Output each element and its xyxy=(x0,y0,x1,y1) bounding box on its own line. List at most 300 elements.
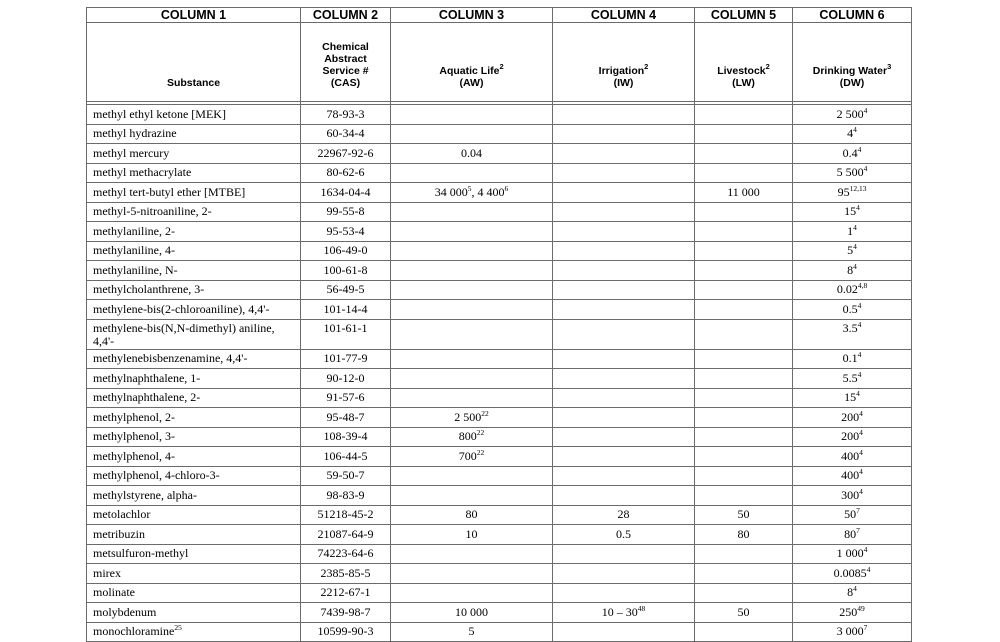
drinking-water-cell xyxy=(793,124,912,144)
drinking-water-cell xyxy=(793,222,912,242)
drinking-water-cell xyxy=(793,241,912,261)
cas-number-cell-value: 56-49-5 xyxy=(326,282,365,297)
cas-header-line: Abstract xyxy=(324,53,367,65)
column-description-row xyxy=(87,23,912,102)
aquatic-life-cell xyxy=(391,388,553,408)
cas-number-cell xyxy=(301,427,391,447)
livestock-cell xyxy=(695,603,793,623)
livestock-cell xyxy=(695,544,793,564)
substance-cell-value: methylaniline, 2- xyxy=(93,223,175,238)
column-2-header: COLUMN 2 xyxy=(301,8,391,23)
footnote-ref: 4 xyxy=(856,389,860,399)
irrigation-cell xyxy=(553,447,695,467)
substance-cell-value: methylene-bis(2-chloroaniline), 4,4'- xyxy=(93,301,270,316)
substance-cell xyxy=(87,369,301,389)
aquatic-life-cell xyxy=(391,603,553,623)
livestock-label: Livestock xyxy=(717,65,766,77)
drinking-water-cell-value: 400 xyxy=(841,448,860,463)
drinking-water-abbr: (DW) xyxy=(839,77,865,89)
substance-cell-value: methyl ethyl ketone [MEK] xyxy=(93,106,226,121)
footnote-ref: 12,13 xyxy=(849,183,867,193)
cas-number-cell-value: 95-53-4 xyxy=(326,223,365,238)
aquatic-life-cell xyxy=(391,622,553,642)
drinking-water-cell xyxy=(793,183,912,203)
footnote-ref: 48 xyxy=(637,603,646,613)
drinking-water-cell-value: 200 xyxy=(841,409,860,424)
column-6-header: COLUMN 6 xyxy=(793,8,912,23)
water-quality-table xyxy=(86,7,912,642)
drinking-water-cell-value: 2 500 xyxy=(836,106,864,121)
cas-number-cell xyxy=(301,105,391,125)
cas-number-cell xyxy=(301,280,391,300)
column-3-header: COLUMN 3 xyxy=(391,8,553,23)
livestock-cell xyxy=(695,144,793,164)
cas-number-cell-value: 10599-90-3 xyxy=(317,624,374,639)
cas-number-cell xyxy=(301,447,391,467)
livestock-cell xyxy=(695,105,793,125)
substance-cell xyxy=(87,349,301,369)
cas-number-cell-value: 74223-64-6 xyxy=(317,546,374,561)
substance-cell-value: methylphenol, 4-chloro-3- xyxy=(93,468,220,483)
livestock-cell-value: 50 xyxy=(737,507,750,522)
livestock-cell xyxy=(695,583,793,603)
table-row xyxy=(87,261,912,281)
aquatic-life-cell xyxy=(391,261,553,281)
footnote-ref: 2 xyxy=(765,62,770,71)
cas-number-cell-value: 106-44-5 xyxy=(323,448,368,463)
aquatic-life-cell xyxy=(391,505,553,525)
aquatic-life-cell xyxy=(391,486,553,506)
livestock-cell xyxy=(695,525,793,545)
cas-number-cell-value: 59-50-7 xyxy=(326,468,365,483)
substance-cell-value: methylphenol, 4- xyxy=(93,448,175,463)
footnote-ref: 4 xyxy=(857,300,862,310)
substance-cell xyxy=(87,564,301,584)
table-row xyxy=(87,105,912,125)
irrigation-cell xyxy=(553,300,695,320)
irrigation-cell xyxy=(553,486,695,506)
livestock-cell xyxy=(695,280,793,300)
aquatic-life-cell xyxy=(391,447,553,467)
substance-cell-value: methylphenol, 3- xyxy=(93,429,175,444)
cas-number-cell-value: 101-77-9 xyxy=(323,351,368,366)
irrigation-cell xyxy=(553,603,695,623)
footnote-ref: 4 xyxy=(857,369,862,379)
aquatic-life-cell xyxy=(391,319,553,349)
substance-cell-value: methylstyrene, alpha- xyxy=(93,487,197,502)
irrigation-cell xyxy=(553,261,695,281)
drinking-water-cell-value: 95 xyxy=(837,184,850,199)
substance-cell xyxy=(87,319,301,349)
irrigation-cell xyxy=(553,388,695,408)
table-row xyxy=(87,388,912,408)
aquatic-life-cell xyxy=(391,544,553,564)
livestock-cell xyxy=(695,163,793,183)
aquatic-life-cell xyxy=(391,300,553,320)
footnote-ref: 4 xyxy=(859,428,863,438)
drinking-water-cell xyxy=(793,369,912,389)
aquatic-life-cell xyxy=(391,163,553,183)
substance-cell xyxy=(87,505,301,525)
footnote-ref: 4 xyxy=(853,261,857,271)
cas-number-cell-value: 90-12-0 xyxy=(326,370,365,385)
cas-number-cell-value: 101-61-1 xyxy=(323,320,368,335)
irrigation-cell-value: 28 xyxy=(617,507,630,522)
aquatic-life-cell xyxy=(391,408,553,428)
livestock-cell xyxy=(695,447,793,467)
livestock-cell xyxy=(695,388,793,408)
table-row xyxy=(87,319,912,349)
table-row xyxy=(87,300,912,320)
irrigation-cell xyxy=(553,544,695,564)
drinking-water-cell-value: 300 xyxy=(841,487,860,502)
livestock-cell xyxy=(695,505,793,525)
footnote-ref: 5 xyxy=(467,183,472,193)
cas-number-cell xyxy=(301,466,391,486)
aquatic-life-cell-value: 0.04 xyxy=(461,145,482,160)
substance-cell xyxy=(87,486,301,506)
footnote-ref: 4 xyxy=(853,242,857,252)
aquatic-life-cell xyxy=(391,124,553,144)
cas-number-cell xyxy=(301,222,391,242)
footnote-ref: 6 xyxy=(504,183,509,193)
cas-number-cell-value: 2385-85-5 xyxy=(320,565,371,580)
substance-cell xyxy=(87,202,301,222)
livestock-cell xyxy=(695,486,793,506)
table-row xyxy=(87,447,912,467)
drinking-water-cell xyxy=(793,105,912,125)
aquatic-life-cell-value: 34 000 xyxy=(434,184,468,199)
livestock-cell xyxy=(695,349,793,369)
substance-cell xyxy=(87,388,301,408)
drinking-water-cell-value: 4 xyxy=(847,126,854,141)
aquatic-life-cell xyxy=(391,241,553,261)
irrigation-cell xyxy=(553,525,695,545)
table-row xyxy=(87,280,912,300)
table-row xyxy=(87,583,912,603)
substance-cell xyxy=(87,183,301,203)
irrigation-header xyxy=(553,23,695,102)
substance-cell xyxy=(87,603,301,623)
table-row xyxy=(87,505,912,525)
cas-number-cell xyxy=(301,603,391,623)
substance-cell-value: monochloramine xyxy=(93,624,175,639)
drinking-water-cell xyxy=(793,261,912,281)
substance-cell xyxy=(87,222,301,242)
cas-number-cell-value: 80-62-6 xyxy=(326,165,365,180)
irrigation-cell xyxy=(553,163,695,183)
aquatic-life-cell xyxy=(391,183,553,203)
cas-number-cell xyxy=(301,544,391,564)
irrigation-cell xyxy=(553,622,695,642)
livestock-cell xyxy=(695,241,793,261)
livestock-cell xyxy=(695,261,793,281)
drinking-water-header xyxy=(793,23,912,102)
substance-cell-value: methyl tert-butyl ether [MTBE] xyxy=(93,184,246,199)
livestock-cell xyxy=(695,369,793,389)
table-row xyxy=(87,369,912,389)
substance-cell xyxy=(87,300,301,320)
footnote-ref: 4 xyxy=(859,486,863,496)
cas-number-cell-value: 51218-45-2 xyxy=(317,507,374,522)
substance-cell-value: methyl hydrazine xyxy=(93,126,177,141)
drinking-water-cell-value: 15 xyxy=(844,390,857,405)
drinking-water-cell xyxy=(793,319,912,349)
footnote-ref: 7 xyxy=(856,525,860,535)
livestock-cell xyxy=(695,427,793,447)
cas-number-cell-value: 7439-98-7 xyxy=(320,604,371,619)
footnote-ref: 7 xyxy=(856,506,860,516)
aquatic-life-cell xyxy=(391,427,553,447)
drinking-water-cell xyxy=(793,544,912,564)
footnote-ref: 4 xyxy=(863,105,868,115)
substance-cell xyxy=(87,544,301,564)
drinking-water-cell xyxy=(793,388,912,408)
substance-cell-value: methylaniline, 4- xyxy=(93,243,175,258)
substance-cell xyxy=(87,525,301,545)
cas-header-line: Service # xyxy=(322,65,369,77)
footnote-ref: 4 xyxy=(859,467,863,477)
drinking-water-cell-value: 0.0085 xyxy=(833,565,867,580)
livestock-cell-value: 11 000 xyxy=(727,184,760,199)
substance-cell xyxy=(87,466,301,486)
aquatic-life-cell xyxy=(391,222,553,242)
cas-number-cell xyxy=(301,369,391,389)
cas-number-cell xyxy=(301,241,391,261)
substance-cell-value: metribuzin xyxy=(93,526,145,541)
cas-number-cell-value: 22967-92-6 xyxy=(317,145,374,160)
drinking-water-cell xyxy=(793,564,912,584)
aquatic-life-cell xyxy=(391,202,553,222)
cas-number-cell-value: 91-57-6 xyxy=(326,390,365,405)
table-row xyxy=(87,202,912,222)
substance-cell-value: mirex xyxy=(93,565,121,580)
livestock-abbr: (LW) xyxy=(732,77,755,89)
substance-cell-value: methylcholanthrene, 3- xyxy=(93,282,205,297)
irrigation-cell xyxy=(553,349,695,369)
substance-cell xyxy=(87,144,301,164)
irrigation-cell xyxy=(553,564,695,584)
aquatic-life-cell xyxy=(391,583,553,603)
substance-cell xyxy=(87,447,301,467)
aquatic-life-cell-value: 10 000 xyxy=(455,604,488,619)
drinking-water-cell xyxy=(793,466,912,486)
column-number-row xyxy=(87,8,912,23)
drinking-water-cell xyxy=(793,427,912,447)
livestock-cell-value: 50 xyxy=(737,604,750,619)
cas-header xyxy=(301,23,391,102)
drinking-water-cell-value: 250 xyxy=(839,604,858,619)
cas-number-cell-value: 1634-04-4 xyxy=(320,184,371,199)
aquatic-life-cell xyxy=(391,466,553,486)
substance-cell-value: methylene-bis(N,N-dimethyl) aniline, 4,4'- xyxy=(93,320,275,348)
table-row xyxy=(87,144,912,164)
livestock-cell xyxy=(695,564,793,584)
irrigation-cell xyxy=(553,369,695,389)
aquatic-life-cell xyxy=(391,144,553,164)
cas-number-cell-value: 60-34-4 xyxy=(326,126,365,141)
drinking-water-cell xyxy=(793,163,912,183)
substance-cell-value: methylenebisbenzenamine, 4,4'- xyxy=(93,351,248,366)
table-row xyxy=(87,603,912,623)
cas-number-cell xyxy=(301,261,391,281)
cas-number-cell xyxy=(301,505,391,525)
aquatic-life-cell xyxy=(391,280,553,300)
cas-number-cell-value: 108-39-4 xyxy=(323,429,368,444)
drinking-water-cell xyxy=(793,408,912,428)
aquatic-life-label: Aquatic Life xyxy=(439,65,500,77)
table-row xyxy=(87,466,912,486)
irrigation-cell xyxy=(553,241,695,261)
cas-number-cell xyxy=(301,124,391,144)
substance-cell xyxy=(87,583,301,603)
drinking-water-cell xyxy=(793,486,912,506)
substance-cell-value: methylnaphthalene, 1- xyxy=(93,370,201,385)
drinking-water-cell-value: 0.5 xyxy=(842,301,858,316)
irrigation-cell xyxy=(553,105,695,125)
cas-number-cell-value: 100-61-8 xyxy=(323,262,368,277)
footnote-ref: 3 xyxy=(887,62,892,71)
drinking-water-cell-value: 0.02 xyxy=(836,282,858,297)
drinking-water-cell-value: 50 xyxy=(844,507,857,522)
irrigation-label: Irrigation xyxy=(598,65,645,77)
cas-number-cell xyxy=(301,183,391,203)
substance-cell xyxy=(87,163,301,183)
footnote-ref: 49 xyxy=(857,603,865,613)
footnote-ref: 4,8 xyxy=(857,281,868,291)
footnote-ref: 4 xyxy=(857,350,862,360)
footnote-ref: 4 xyxy=(859,408,863,418)
drinking-water-cell xyxy=(793,447,912,467)
drinking-water-cell xyxy=(793,300,912,320)
irrigation-cell-value: 0.5 xyxy=(616,526,631,541)
cas-number-cell xyxy=(301,202,391,222)
footnote-ref: 4 xyxy=(857,144,862,154)
substance-cell xyxy=(87,622,301,642)
footnote-ref: 22 xyxy=(481,408,489,418)
drinking-water-cell-value: 5.5 xyxy=(842,370,858,385)
cas-number-cell xyxy=(301,163,391,183)
drinking-water-cell xyxy=(793,505,912,525)
substance-cell xyxy=(87,427,301,447)
substance-cell-value: methyl methacrylate xyxy=(93,165,192,180)
footnote-ref: 4 xyxy=(863,164,868,174)
drinking-water-cell-value: 5 500 xyxy=(836,165,864,180)
cas-number-cell xyxy=(301,564,391,584)
aquatic-life-abbr: (AW) xyxy=(459,77,484,89)
drinking-water-cell-value: 80 xyxy=(844,526,857,541)
cas-number-cell xyxy=(301,349,391,369)
cas-number-cell xyxy=(301,144,391,164)
cas-header-line: Chemical xyxy=(322,41,369,53)
irrigation-cell xyxy=(553,583,695,603)
irrigation-cell xyxy=(553,427,695,447)
drinking-water-cell-value: 15 xyxy=(844,204,857,219)
drinking-water-cell-value: 400 xyxy=(841,468,860,483)
aquatic-life-cell-value: 2 500 xyxy=(454,409,482,424)
livestock-header xyxy=(695,23,793,102)
drinking-water-cell-value: 8 xyxy=(847,262,854,277)
cas-number-cell xyxy=(301,583,391,603)
substance-cell xyxy=(87,408,301,428)
drinking-water-cell xyxy=(793,202,912,222)
aquatic-life-cell-value: 10 xyxy=(465,526,478,541)
substance-cell-value: molinate xyxy=(93,585,135,600)
drinking-water-cell-value: 8 xyxy=(847,585,854,600)
aquatic-life-cell-value: , 4 400 xyxy=(471,184,505,199)
drinking-water-cell-value: 0.4 xyxy=(842,145,858,160)
cas-number-cell xyxy=(301,525,391,545)
drinking-water-cell-value: 0.1 xyxy=(842,351,858,366)
cas-number-cell xyxy=(301,408,391,428)
livestock-cell xyxy=(695,622,793,642)
livestock-cell xyxy=(695,222,793,242)
cas-number-cell xyxy=(301,300,391,320)
footnote-ref: 22 xyxy=(476,447,485,457)
drinking-water-cell xyxy=(793,603,912,623)
table-row xyxy=(87,427,912,447)
substance-cell-value: metolachlor xyxy=(93,507,151,522)
drinking-water-cell xyxy=(793,349,912,369)
substance-cell xyxy=(87,261,301,281)
drinking-water-cell-value: 1 xyxy=(847,223,854,238)
drinking-water-cell-value: 200 xyxy=(841,429,860,444)
drinking-water-cell xyxy=(793,144,912,164)
substance-cell-value: metsulfuron-methyl xyxy=(93,546,189,561)
irrigation-cell xyxy=(553,222,695,242)
substance-cell-value: methyl mercury xyxy=(93,145,170,160)
substance-cell-value: methylaniline, N- xyxy=(93,262,178,277)
cas-number-cell xyxy=(301,388,391,408)
table-row xyxy=(87,183,912,203)
footnote-ref: 4 xyxy=(856,203,860,213)
column-1-header: COLUMN 1 xyxy=(87,8,301,23)
irrigation-abbr: (IW) xyxy=(613,77,634,89)
table-row xyxy=(87,124,912,144)
livestock-cell xyxy=(695,300,793,320)
aquatic-life-cell xyxy=(391,564,553,584)
column-4-header: COLUMN 4 xyxy=(553,8,695,23)
irrigation-cell xyxy=(553,466,695,486)
cas-number-cell-value: 99-55-8 xyxy=(326,204,365,219)
table-row xyxy=(87,241,912,261)
livestock-cell xyxy=(695,466,793,486)
drinking-water-cell xyxy=(793,583,912,603)
drinking-water-label: Drinking Water xyxy=(812,65,888,77)
substance-cell xyxy=(87,280,301,300)
footnote-ref: 4 xyxy=(853,125,857,135)
substance-cell xyxy=(87,124,301,144)
drinking-water-cell-value: 1 000 xyxy=(836,546,864,561)
irrigation-cell xyxy=(553,202,695,222)
cas-number-cell-value: 21087-64-9 xyxy=(317,526,374,541)
substance-cell-value: methyl-5-nitroaniline, 2- xyxy=(93,204,212,219)
substance-cell-value: molybdenum xyxy=(93,604,157,619)
livestock-cell xyxy=(695,408,793,428)
cas-number-cell-value: 101-14-4 xyxy=(323,301,368,316)
drinking-water-cell xyxy=(793,280,912,300)
irrigation-cell xyxy=(553,144,695,164)
cas-number-cell-value: 78-93-3 xyxy=(326,106,365,121)
irrigation-cell-value: 10 – 30 xyxy=(601,604,638,619)
aquatic-life-cell xyxy=(391,105,553,125)
livestock-cell xyxy=(695,124,793,144)
table-body xyxy=(87,105,912,642)
footnote-ref: 22 xyxy=(476,428,485,438)
cas-header-line: (CAS) xyxy=(330,77,361,89)
substance-cell-value: methylnaphthalene, 2- xyxy=(93,390,201,405)
livestock-cell xyxy=(695,319,793,349)
